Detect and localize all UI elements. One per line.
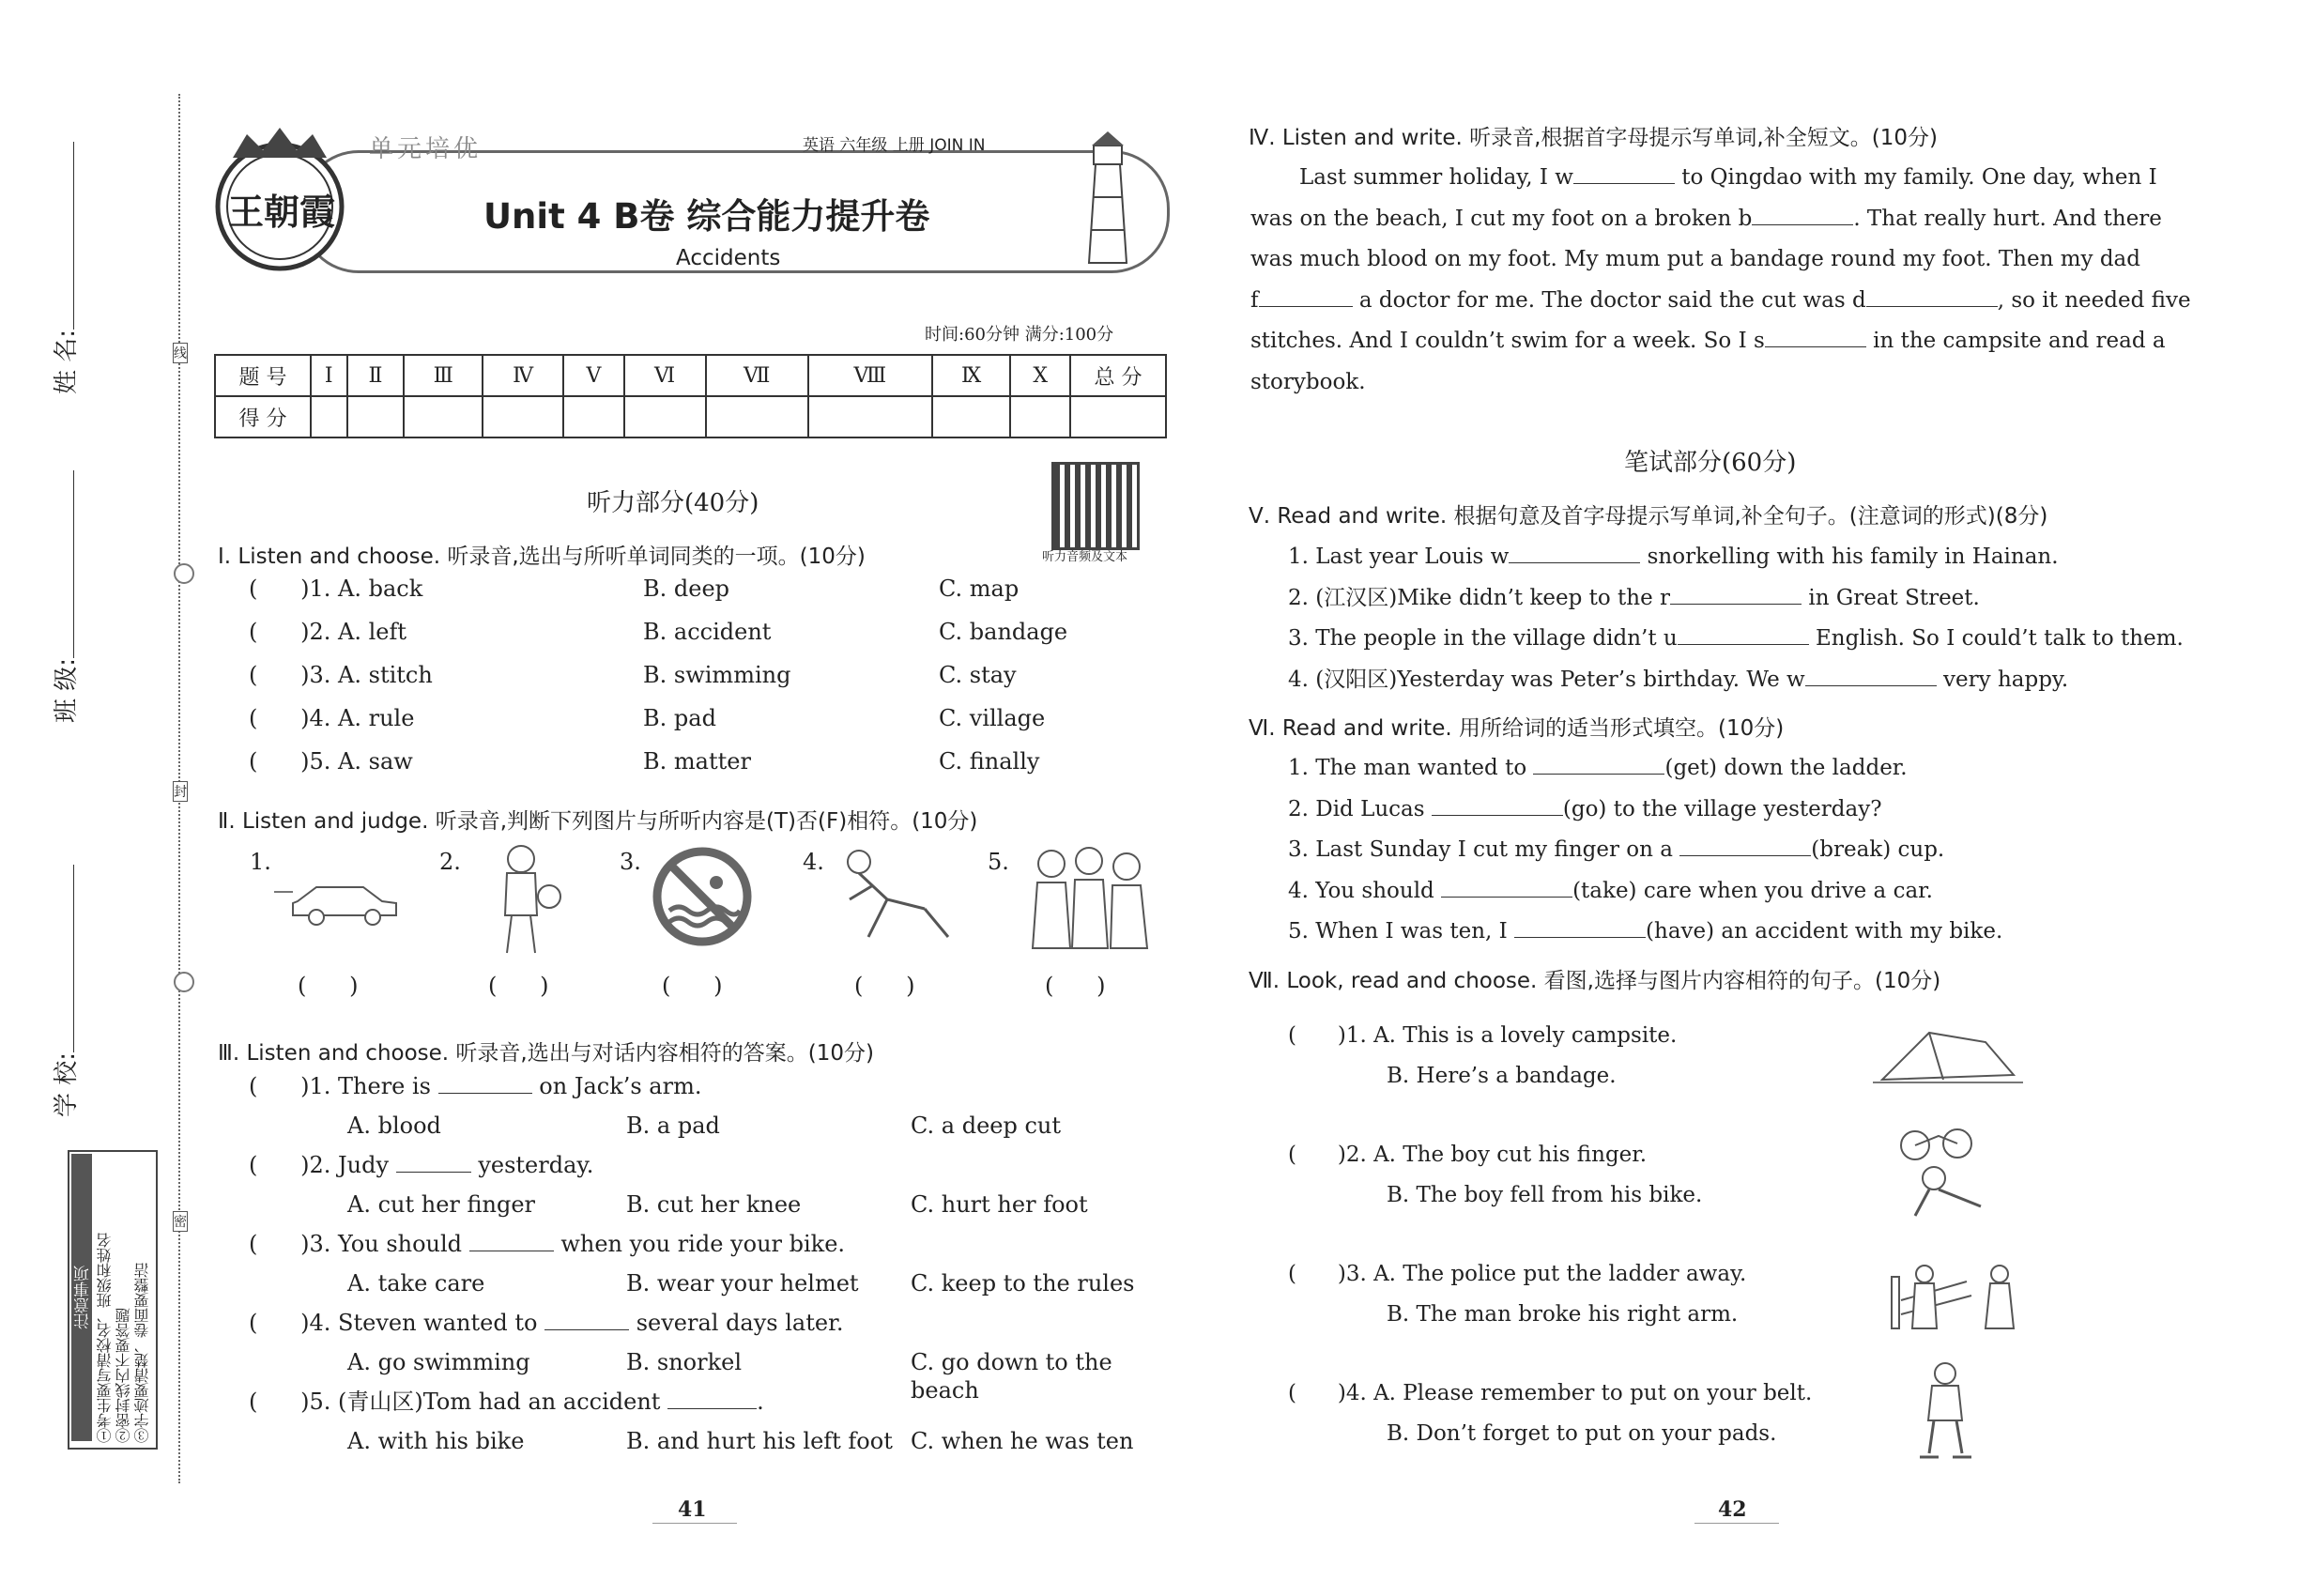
skater-picture [1906,1359,1986,1463]
page-number-left: 41 [678,1497,707,1522]
score-cell[interactable] [1010,396,1070,437]
answer-paren[interactable]: ( [249,1389,301,1415]
answer-blank[interactable] [1514,916,1646,938]
section-3-title: Ⅲ. Listen and choose. 听录音,选出与对话内容相符的答案。(10分) [218,1041,874,1066]
hurt-boy-picture [479,840,563,958]
list-item: ( )3. A. stitch B. swimming C. stay [249,662,1017,688]
answer-blank[interactable] [1432,794,1563,816]
answer-paren[interactable]: ( [1288,1381,1338,1405]
picture-num: 4. [803,849,824,875]
option-a[interactable]: A. go swimming [347,1349,530,1375]
row-label: 题 号 [215,355,311,396]
option-a[interactable]: A. with his bike [347,1428,525,1454]
qr-caption: 听力音频及文本 [1042,550,1128,564]
table-header: Ⅳ [483,355,563,396]
answer-paren[interactable]: ( [249,662,301,688]
list-item: ( )5. A. saw B. matter C. finally [249,748,1040,775]
table-row [215,355,1166,396]
list-item: ( )2. A. The boy cut his finger. B. The boy fell from his bike. [1288,1141,1945,1260]
list-item: 5. When I was ten, I (have) an accident with my bike. [1288,912,2208,953]
answer-blank[interactable] [438,1072,532,1094]
score-cell[interactable] [932,396,1011,437]
list-item: 4. (汉阳区)Yesterday was Peter’s birthday. We w very happy. [1288,660,2208,701]
table-header: Ⅹ [1010,355,1070,396]
binding-strip [0,0,197,1596]
option-c[interactable]: C. when he was ten [911,1428,1134,1454]
answer-paren[interactable]: ( [249,1310,301,1336]
table-header: Ⅶ [706,355,808,396]
section-3-list [249,1072,1188,1466]
picture-num: 2. [439,849,461,875]
list-item: ( )3. You should when you ride your bike. A. take care B. wear your helmet C. keep to the rules [249,1231,1135,1297]
ladder-picture [1882,1263,2032,1333]
option-b: B. The boy fell from his bike. [1387,1183,1703,1207]
option-b[interactable]: B. snorkel [626,1349,743,1375]
section-6-list [1288,748,2208,953]
list-item: 2. Did Lucas (go) to the village yesterday? [1288,790,2208,831]
answer-blank[interactable] [1509,542,1640,563]
table-header: Ⅴ [563,355,623,396]
section-6-title: Ⅵ. Read and write. 用所给词的适当形式填空。(10分) [1249,716,1785,741]
option-a[interactable]: A. take care [347,1270,485,1297]
score-cell[interactable] [624,396,706,437]
score-table [214,354,1167,438]
section-7-title: Ⅶ. Look, read and choose. 看图,选择与图片内容相符的句子。(10分) [1249,969,1941,993]
picture-num: 3. [620,849,641,875]
logo-text: 王朝霞 [227,191,335,233]
passage-line: f a doctor for me. The doctor said the cut was d , so it needed five [1250,281,2206,322]
option-c[interactable]: C. hurt her foot [911,1191,1088,1218]
row-label: 得 分 [215,396,311,437]
list-item: 2. (江汉区)Mike didn’t keep to the r in Great Street. [1288,578,2208,620]
table-header: Ⅸ [932,355,1011,396]
tent-picture [1873,1019,2023,1089]
score-cell[interactable] [404,396,483,437]
seal-mark-xian: 线 [173,343,188,363]
answer-blank[interactable] [1670,583,1802,605]
picture-num: 5. [988,849,1009,875]
name-field[interactable]: 姓 名: [47,75,84,394]
list-item: ( )2. A. left B. accident C. bandage [249,619,1068,645]
list-item: ( )3. A. The police put the ladder away. B. The man broke his right arm. [1288,1260,1945,1379]
judge-paren[interactable]: ( ) [488,973,549,999]
option-b[interactable]: B. deep [643,575,730,602]
option-b: B. The man broke his right arm. [1387,1302,1739,1327]
option-c[interactable]: C. stay [939,662,1017,688]
seal-mark-mi: 密 [173,1211,188,1232]
answer-blank[interactable] [544,1309,629,1330]
writing-heading: 笔试部分(60分) [1624,449,1797,477]
subject-line: 英语 六年级 上册 JOIN IN [803,136,986,155]
doctors-picture [1014,840,1164,953]
judge-paren[interactable]: ( ) [1045,973,1106,999]
list-item: ( )1. A. back B. deep C. map [249,575,1020,602]
table-header: 总 分 [1070,355,1166,396]
car-accident-picture [274,864,415,929]
answer-blank[interactable] [1678,623,1809,645]
option-c[interactable]: C. go down to the beach [911,1349,1112,1404]
seal-mark-feng: 封 [173,781,188,802]
list-item: ( )1. There is on Jack’s arm. A. blood B. a pad C. a deep cut [249,1073,1062,1139]
answer-paren[interactable]: ( [249,748,301,775]
answer-blank[interactable] [1573,162,1675,184]
answer-paren[interactable]: ( [1288,1023,1338,1048]
option-c[interactable]: C. village [939,705,1046,731]
option-c[interactable]: C. bandage [939,619,1068,645]
punch-hole-icon [174,563,194,584]
series-label: 单元培优 [369,135,483,163]
list-item: 3. Last Sunday I cut my finger on a (break) cup. [1288,830,2208,871]
option-b[interactable]: B. and hurt his left foot [626,1428,893,1454]
list-item: ( )5. (青山区)Tom had an accident . A. with his bike B. and hurt his left foot C. when he was ten [249,1389,1134,1454]
answer-blank[interactable] [667,1388,757,1409]
list-item: ( )4. Steven wanted to several days later. A. go swimming B. snorkel C. go down to the beach [249,1309,1188,1388]
option-c[interactable]: C. finally [939,748,1040,775]
section-1-title: Ⅰ. Listen and choose. 听录音,选出与所听单词同类的一项。(10分) [218,545,866,569]
table-row [215,396,1166,437]
table-header: Ⅱ [347,355,405,396]
list-item: 1. Last year Louis w snorkelling with his family in Hainan. [1288,537,2208,578]
score-cell[interactable] [483,396,563,437]
score-cell[interactable] [706,396,808,437]
notice-list: ①考生要写清校名、班级和姓名 ②密封线内不要答题 ③字迹要清楚、卷面要整洁 [96,1233,151,1443]
option-b: B. Don’t forget to put on your pads. [1387,1421,1777,1446]
answer-paren[interactable]: ( [249,575,301,602]
option-a[interactable]: A. blood [347,1113,441,1139]
table-header: Ⅷ [808,355,932,396]
option-a[interactable]: A. cut her finger [347,1191,536,1218]
page-ornament [1694,1523,1779,1524]
section-5-title: Ⅴ. Read and write. 根据句意及首字母提示写单词,补全句子。(注意词的形式)(8分) [1249,504,2048,529]
bike-fall-picture [1887,1127,2000,1220]
answer-paren[interactable]: ( [249,619,301,645]
judge-paren[interactable]: ( ) [854,973,915,999]
answer-paren[interactable]: ( [249,1073,301,1099]
option-b[interactable]: B. wear your helmet [626,1270,859,1297]
passage-line: was on the beach, I cut my foot on a broken b . That really hurt. And there [1250,199,2206,240]
table-header: Ⅰ [311,355,347,396]
answer-blank[interactable] [1259,285,1353,307]
no-swimming-icon [651,845,754,948]
page-number-right: 42 [1718,1497,1747,1522]
table-header: Ⅲ [404,355,483,396]
qr-code-icon [1051,462,1140,550]
option-c[interactable]: C. keep to the rules [911,1270,1135,1297]
answer-paren[interactable]: ( [249,1152,301,1178]
option-b[interactable]: B. matter [643,748,751,775]
answer-paren[interactable]: ( [249,1231,301,1257]
judge-paren[interactable]: ( ) [298,973,359,999]
punch-hole-icon [174,972,194,992]
list-item: ( )1. A. This is a lovely campsite. B. Here’s a bandage. [1288,1021,1945,1141]
notice-title: 注意事项 [71,1154,92,1441]
list-item: 3. The people in the village didn’t u English. So I could’t talk to them. [1288,619,2208,660]
option-b[interactable]: B. accident [643,619,772,645]
option-b[interactable]: B. swimming [643,662,791,688]
section-5-list [1288,537,2208,700]
falling-boy-picture [831,843,962,951]
notice-box [68,1150,158,1450]
unit-subtitle: Accidents [668,246,788,270]
list-item: ( )4. A. Please remember to put on your belt. B. Don’t forget to put on your pads. [1288,1379,1945,1498]
option-b[interactable]: B. a pad [626,1113,720,1139]
listening-heading: 听力部分(40分) [587,489,759,517]
answer-blank[interactable] [1533,753,1664,775]
picture-num: 1. [250,849,271,875]
score-cell[interactable] [347,396,405,437]
score-cell[interactable] [1070,396,1166,437]
unit-title: Unit 4 B卷 综合能力提升卷 [483,196,930,237]
answer-blank[interactable] [1765,326,1866,347]
section-4-title: Ⅳ. Listen and write. 听录音,根据首字母提示写单词,补全短文。(10分) [1249,126,1938,150]
option-b[interactable]: B. cut her knee [626,1191,802,1218]
score-cell[interactable] [563,396,623,437]
answer-blank[interactable] [1805,665,1937,686]
time-score: 时间:60分钟 满分:100分 [925,325,1114,345]
section-1-list [249,575,1188,790]
score-cell[interactable] [808,396,932,437]
lighthouse-icon [1075,127,1141,268]
passage-line: Last summer holiday, I w to Qingdao with my family. One day, when I [1250,158,2206,199]
option-c[interactable]: C. a deep cut [911,1113,1062,1139]
list-item: 1. The man wanted to (get) down the ladder. [1288,748,2208,790]
answer-blank[interactable] [1866,285,1998,307]
option-b[interactable]: B. pad [643,705,716,731]
school-field[interactable]: 学 校: [47,798,84,1117]
passage-line: storybook. [1250,369,1366,394]
option-b: B. Here’s a bandage. [1387,1064,1617,1088]
answer-paren[interactable]: ( [249,705,301,731]
answer-blank[interactable] [469,1230,554,1251]
score-cell[interactable] [311,396,347,437]
class-field[interactable]: 班 级: [47,404,84,723]
table-header: Ⅵ [624,355,706,396]
answer-blank[interactable] [1441,876,1572,898]
answer-paren[interactable]: ( [1288,1262,1338,1286]
answer-paren[interactable]: ( [1288,1143,1338,1167]
page-ornament [652,1523,737,1524]
judge-paren[interactable]: ( ) [662,973,723,999]
passage-line: stitches. And I couldn’t swim for a week. So I s in the campsite and read a [1250,321,2206,362]
section-7-list [1288,1021,1945,1498]
answer-blank[interactable] [1679,835,1811,856]
passage-line: was much blood on my foot. My mum put a bandage round my foot. Then my dad [1250,247,2140,271]
list-item: ( )2. Judy yesterday. A. cut her finger B. cut her knee C. hurt her foot [249,1152,1088,1218]
answer-blank[interactable] [1752,204,1853,225]
answer-blank[interactable] [396,1151,471,1173]
section-4-passage [1250,158,2206,403]
list-item: ( )4. A. rule B. pad C. village [249,705,1046,731]
option-c[interactable]: C. map [939,575,1020,602]
list-item: 4. You should (take) care when you drive a car. [1288,871,2208,913]
section-2-title: Ⅱ. Listen and judge. 听录音,判断下列图片与所听内容是(T)否(F)相符。(10分) [218,809,978,834]
